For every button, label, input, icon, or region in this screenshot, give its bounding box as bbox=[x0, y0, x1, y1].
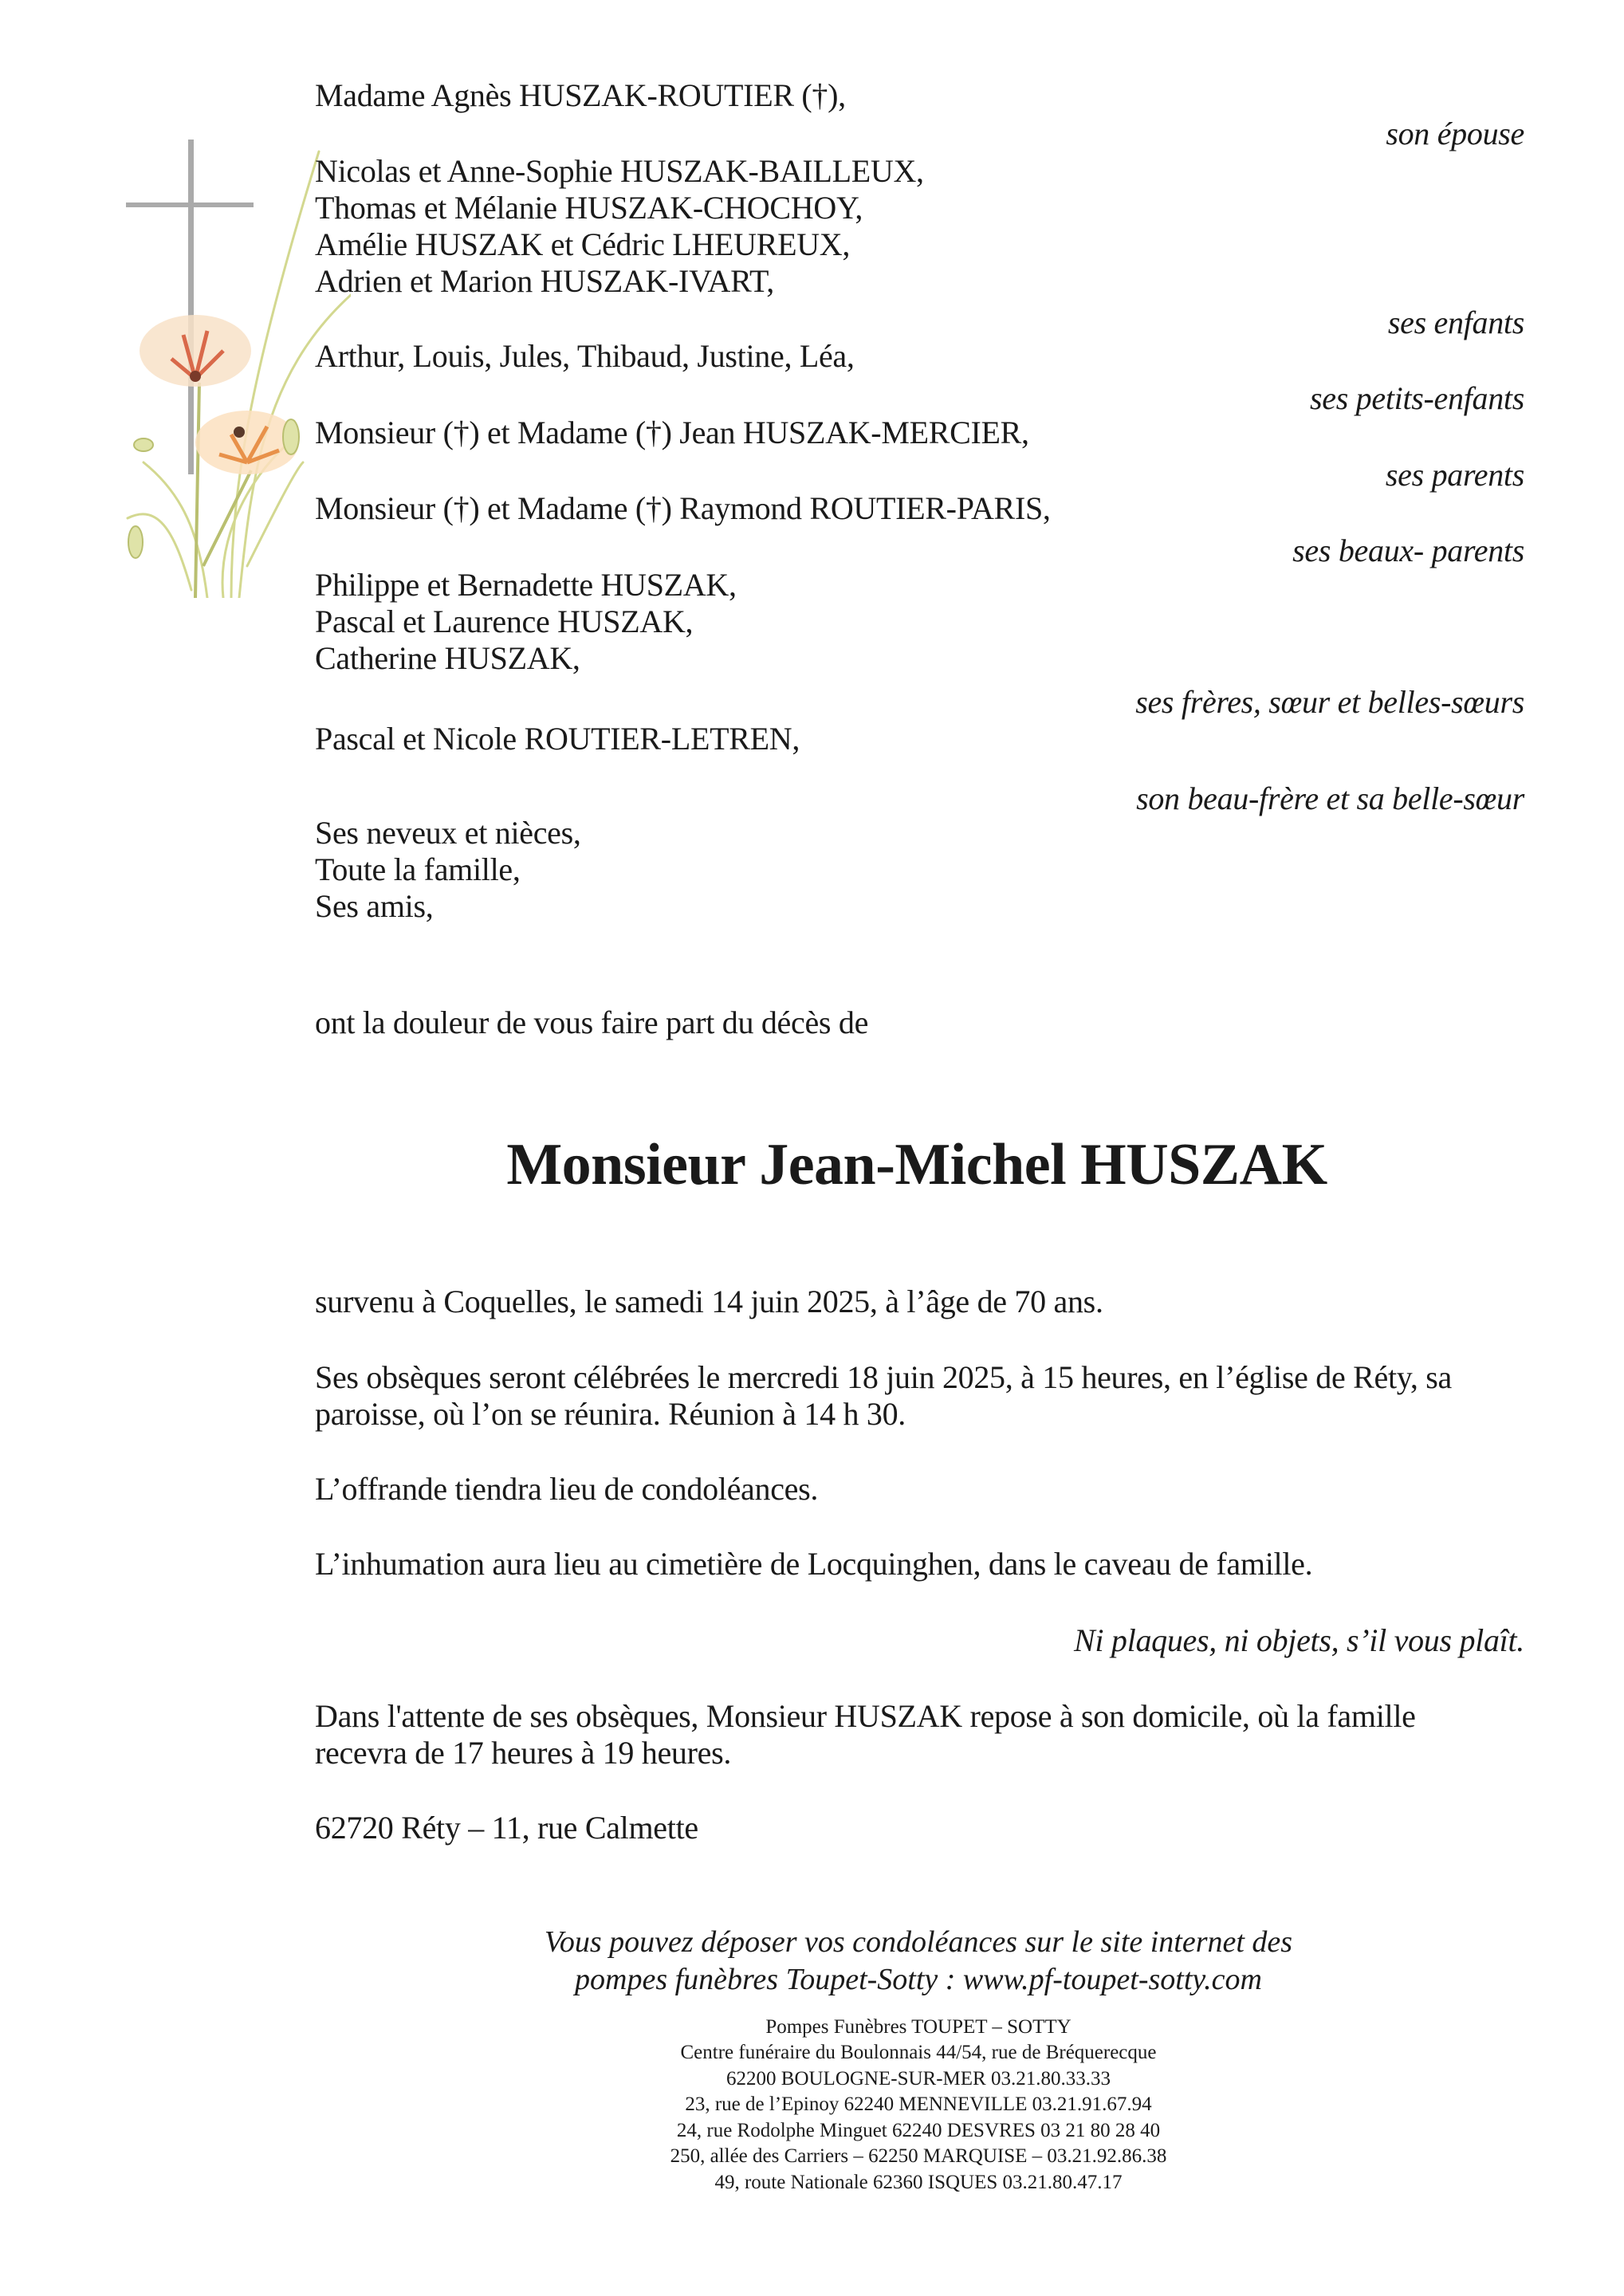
no-plaques-note: Ni plaques, ni objets, s’il vous plaît. bbox=[1074, 1622, 1524, 1658]
grandchildren-relation: ses petits-enfants bbox=[1309, 380, 1524, 416]
spouse-relation: son épouse bbox=[1386, 116, 1524, 151]
grandchildren-names: Arthur, Louis, Jules, Thibaud, Justine, Léa, bbox=[315, 338, 855, 374]
company-line: 24, rue Rodolphe Minguet 62240 DESVRES 03 21 80 28 40 bbox=[676, 2120, 1161, 2141]
burial-details: L’inhumation aura lieu au cimetière de Locquinghen, dans le caveau de famille. bbox=[315, 1546, 1313, 1582]
company-line: 49, route Nationale 62360 ISQUES 03.21.80.47.17 bbox=[714, 2172, 1123, 2193]
sibling-line: Catherine HUSZAK, bbox=[315, 640, 580, 676]
child-line: Nicolas et Anne-Sophie HUSZAK-BAILLEUX, bbox=[315, 153, 924, 189]
in-laws-names: Monsieur (†) et Madame (†) Raymond ROUTIER-PARIS, bbox=[315, 490, 1051, 526]
children-relation: ses enfants bbox=[1387, 305, 1524, 340]
company-line: Centre funéraire du Boulonnais 44/54, rue de Bréquerecque bbox=[680, 2042, 1157, 2063]
condolences-web-line2[interactable]: pompes funèbres Toupet-Sotty : www.pf-toupet-sotty.com bbox=[575, 1963, 1262, 1996]
parents-relation: ses parents bbox=[1385, 457, 1524, 493]
siblings-relation: ses frères, sœur et belles-sœurs bbox=[1135, 684, 1524, 720]
home-address: 62720 Réty – 11, rue Calmette bbox=[315, 1810, 698, 1846]
brother-in-law-names: Pascal et Nicole ROUTIER-LETREN, bbox=[315, 721, 800, 757]
rest-details-line1: Dans l'attente de ses obsèques, Monsieur HUSZAK repose à son domicile, où la famille bbox=[315, 1698, 1416, 1734]
poppy-flower-icon bbox=[140, 315, 251, 387]
condolences-web-line1: Vous pouvez déposer vos condoléances sur le site internet des bbox=[544, 1925, 1293, 1959]
brother-in-law-relation: son beau-frère et sa belle-sœur bbox=[1136, 780, 1524, 816]
child-line: Adrien et Marion HUSZAK-IVART, bbox=[315, 263, 774, 299]
sibling-line: Philippe et Bernadette HUSZAK, bbox=[315, 567, 737, 603]
offering-note: L’offrande tiendra lieu de condoléances. bbox=[315, 1471, 819, 1507]
sibling-line: Pascal et Laurence HUSZAK, bbox=[315, 603, 694, 639]
other-family-line: Ses amis, bbox=[315, 888, 434, 924]
company-line: 23, rue de l’Epinoy 62240 MENNEVILLE 03.21.91.67.94 bbox=[685, 2094, 1152, 2115]
parents-names: Monsieur (†) et Madame (†) Jean HUSZAK-MERCIER, bbox=[315, 415, 1029, 450]
in-laws-relation: ses beaux- parents bbox=[1292, 533, 1524, 568]
company-line: Pompes Funèbres TOUPET – SOTTY bbox=[765, 2016, 1072, 2038]
deceased-name: Monsieur Jean-Michel HUSZAK bbox=[506, 1132, 1327, 1197]
child-line: Amélie HUSZAK et Cédric LHEUREUX, bbox=[315, 226, 851, 262]
rest-details-line2: recevra de 17 heures à 19 heures. bbox=[315, 1735, 732, 1771]
funeral-details-line2: paroisse, où l’on se réunira. Réunion à 14 h 30. bbox=[315, 1396, 906, 1432]
child-line: Thomas et Mélanie HUSZAK-CHOCHOY, bbox=[315, 190, 863, 226]
company-line: 62200 BOULOGNE-SUR-MER 03.21.80.33.33 bbox=[726, 2068, 1111, 2090]
company-line: 250, allée des Carriers – 62250 MARQUISE – 03.21.92.86.38 bbox=[670, 2145, 1167, 2167]
other-family-line: Toute la famille, bbox=[315, 851, 521, 887]
spouse-name: Madame Agnès HUSZAK-ROUTIER (†), bbox=[315, 77, 846, 113]
announcement-text: ont la douleur de vous faire part du décès de bbox=[315, 1005, 869, 1040]
death-details: survenu à Coquelles, le samedi 14 juin 2025, à l’âge de 70 ans. bbox=[315, 1284, 1103, 1319]
funeral-details-line1: Ses obsèques seront célébrées le mercredi 18 juin 2025, à 15 heures, en l’église de Réty, sa bbox=[315, 1359, 1453, 1395]
other-family-line: Ses neveux et nièces, bbox=[315, 815, 581, 851]
